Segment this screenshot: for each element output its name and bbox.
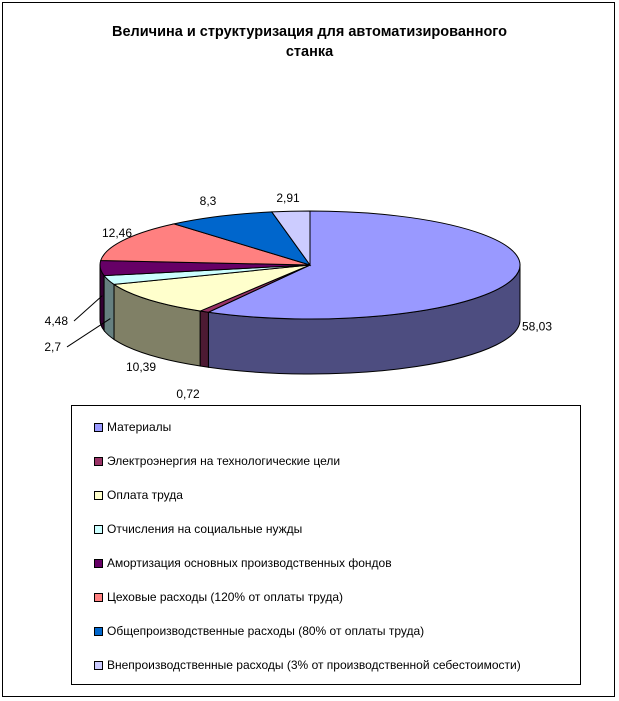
legend-item-labor [94, 487, 183, 503]
legend-item-nonprod [94, 657, 521, 673]
legend-label-labor: Оплата труда [107, 488, 183, 502]
legend-swatch-materials [94, 423, 103, 432]
slice-4-side [104, 276, 114, 340]
chart-title-line-2: станка [285, 44, 334, 60]
legend-item-shop [94, 589, 343, 605]
legend-swatch-nonprod [94, 661, 103, 670]
legend-label-shop: Цеховые расходы (120% от оплаты труда) [107, 590, 344, 604]
slice-6-value-label: 12,46 [101, 226, 133, 240]
slice-4-value-label: 2,7 [44, 339, 61, 354]
legend-swatch-depreciation [94, 559, 103, 568]
legend-item-social [94, 521, 302, 537]
legend-swatch-labor [94, 491, 103, 500]
legend-label-materials: Материалы [107, 420, 172, 434]
legend-item-general [94, 623, 424, 639]
slice-2-value-label: 0,72 [176, 387, 200, 400]
slice-8-value-label: 2,91 [276, 191, 300, 205]
slice-7-value-label: 8,3 [199, 194, 217, 208]
legend [71, 405, 581, 685]
legend-label-nonprod: Внепроизводственные расходы (3% от производственной себестоимости) [107, 658, 521, 672]
legend-item-depreciation [94, 555, 392, 571]
pie-tops [100, 211, 520, 319]
slice-5-leader [74, 296, 102, 321]
slice-3-value-label: 10,39 [126, 360, 157, 374]
legend-swatch-social [94, 525, 103, 534]
legend-label-depreciation: Амортизация основных производственных фондов [107, 556, 392, 570]
legend-swatch-general [94, 627, 103, 636]
legend-item-electricity [94, 453, 340, 469]
legend-label-social: Отчисления на социальные нужды [107, 522, 303, 536]
slice-2-side [200, 311, 208, 367]
slice-4-leader [67, 319, 110, 347]
chart-title-line-1: Величина и структуризация для автоматизированного [111, 24, 508, 40]
legend-label-general: Общепроизводственные расходы (80% от оплаты труда) [107, 624, 425, 638]
legend-item-materials [94, 419, 171, 435]
slice-1-value-label: 58,03 [522, 319, 553, 334]
legend-label-electricity: Электроэнергия на технологические цели [107, 454, 341, 468]
legend-swatch-electricity [94, 457, 103, 466]
slice-5-value-label: 4,48 [44, 314, 68, 328]
legend-swatch-shop [94, 593, 103, 602]
